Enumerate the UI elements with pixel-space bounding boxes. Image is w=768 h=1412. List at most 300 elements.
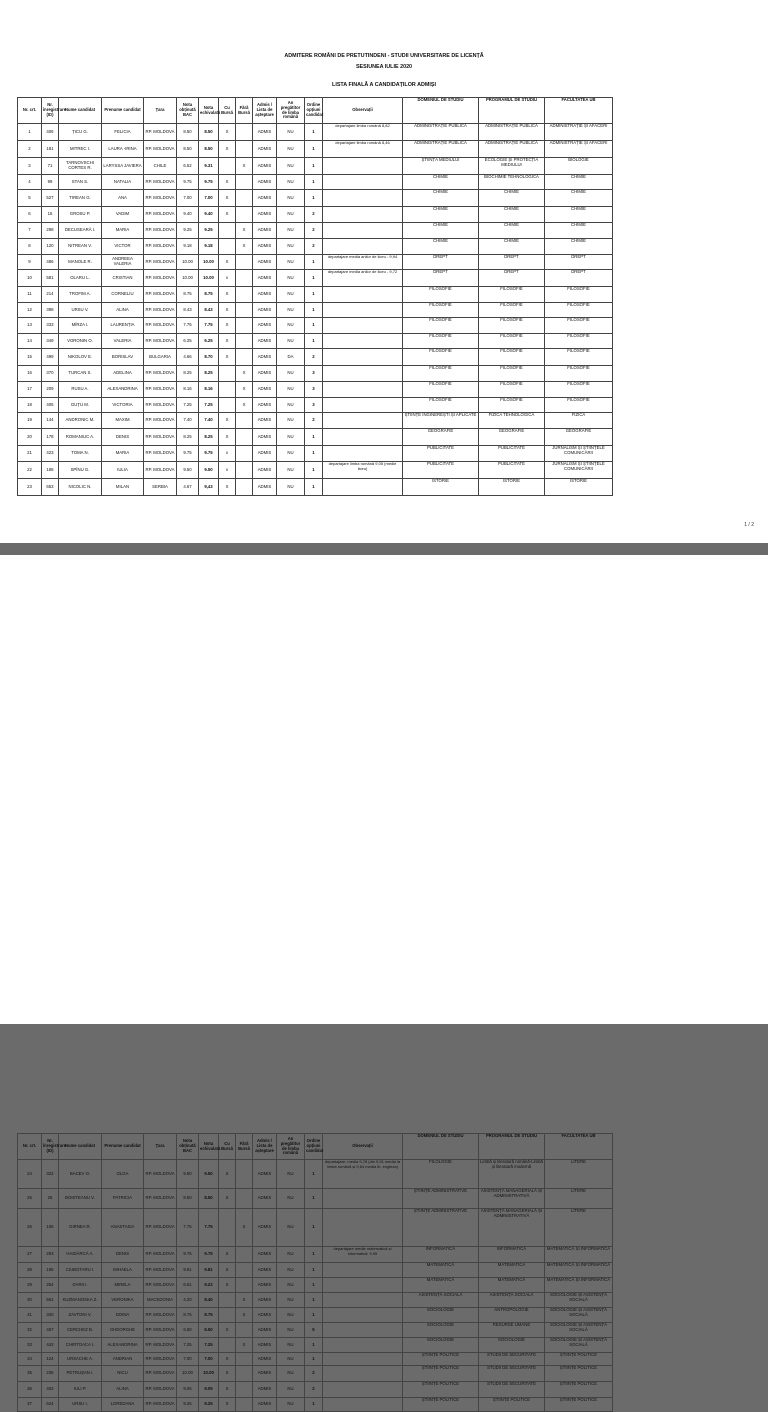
cell-tara: RP. MOLDOVA bbox=[144, 207, 177, 223]
table-header-row bbox=[18, 1134, 613, 1160]
cell-cu-bursa: X bbox=[219, 1278, 236, 1293]
column-header-observatii: Observații bbox=[323, 1134, 403, 1160]
table-row bbox=[18, 1398, 613, 1412]
column-header-nr-crt: Nr. crt. bbox=[18, 98, 42, 124]
cell-program: PUBLICITATE bbox=[479, 462, 545, 479]
cell-facultate: CHIMIE bbox=[545, 190, 613, 207]
cell-ordine-optiuni: 2 bbox=[305, 413, 323, 429]
cell-domeniu: ȘTIINȚE INGINEREȘTI ȘI APLICATE bbox=[403, 413, 479, 429]
cell-nr-crt: 13 bbox=[18, 318, 42, 334]
document-title: ADMITERE ROMÂNI DE PRETUTINDENI - STUDII UNIVERSITARE DE LICENȚĂ bbox=[284, 53, 484, 59]
cell-facultate: FILOSOFIE bbox=[545, 398, 613, 413]
cell-ordine-optiuni: 1 bbox=[305, 479, 323, 496]
cell-nr-crt: 17 bbox=[18, 382, 42, 398]
cell-nota-echivalata: 6.25 bbox=[199, 334, 219, 349]
cell-prenume: MILAN bbox=[102, 479, 144, 496]
table-row bbox=[18, 334, 613, 349]
admitted-candidates-table bbox=[17, 97, 613, 496]
cell-cu-bursa: X bbox=[219, 1366, 236, 1382]
cell-ordine-optiuni: 1 bbox=[305, 190, 323, 207]
column-header-facultate: FACULTATEA UB bbox=[545, 1134, 613, 1160]
column-header-tara: Țara bbox=[144, 98, 177, 124]
cell-nr-crt: 4 bbox=[18, 175, 42, 190]
cell-observatii bbox=[323, 318, 403, 334]
cell-ordine-optiuni: 1 bbox=[305, 1338, 323, 1353]
cell-prenume: PATRICIA bbox=[102, 1189, 144, 1209]
cell-id: 15 bbox=[42, 207, 59, 223]
cell-nume: BOISTEANU V. bbox=[59, 1189, 102, 1209]
cell-an-pregatitor: NU bbox=[277, 303, 305, 318]
cell-admis: ADMIS bbox=[253, 1189, 277, 1209]
table-row bbox=[18, 1293, 613, 1308]
column-header-domeniu: DOMENIUL DE STUDIU bbox=[403, 1134, 479, 1160]
cell-nr-crt: 14 bbox=[18, 334, 42, 349]
table-row bbox=[18, 1263, 613, 1278]
cell-prenume: VALERIA bbox=[102, 334, 144, 349]
cell-domeniu: GEOGRAFIE bbox=[403, 429, 479, 446]
cell-admis: ADMIS bbox=[253, 479, 277, 496]
cell-nota-echivalata: 8.25 bbox=[199, 429, 219, 446]
cell-ordine-optiuni: 3 bbox=[305, 398, 323, 413]
cell-ordine-optiuni: 1 bbox=[305, 334, 323, 349]
cell-prenume: DENIS bbox=[102, 1247, 144, 1263]
cell-nota-bac: 8.50 bbox=[177, 124, 199, 141]
cell-facultate: JURNALISM ȘI ȘTIINȚELE COMUNICĂRII bbox=[545, 446, 613, 462]
cell-program: FIZICA TEHNOLOGICĂ bbox=[479, 413, 545, 429]
cell-program: ANTROPOLOGIE bbox=[479, 1308, 545, 1323]
cell-ordine-optiuni: 1 bbox=[305, 158, 323, 175]
cell-cu-bursa bbox=[219, 366, 236, 382]
cell-an-pregatitor: NU bbox=[277, 270, 305, 287]
cell-tara: RP. MOLDOVA bbox=[144, 124, 177, 141]
cell-observatii bbox=[323, 190, 403, 207]
cell-nota-echivalata: 8.75 bbox=[199, 1308, 219, 1323]
table-row bbox=[18, 413, 613, 429]
cell-nume: DARII I. bbox=[59, 1278, 102, 1293]
cell-ordine-optiuni: 1 bbox=[305, 1263, 323, 1278]
table-row bbox=[18, 1323, 613, 1338]
cell-nr-crt: 26 bbox=[18, 1209, 42, 1247]
cell-cu-bursa: X bbox=[219, 303, 236, 318]
column-header-nota-bac: Nota obținută BAC bbox=[177, 1134, 199, 1160]
cell-tara: RP. MOLDOVA bbox=[144, 255, 177, 270]
column-header-fara-bursa: Fără Bursă bbox=[236, 98, 253, 124]
cell-nume: TROFIM A. bbox=[59, 287, 102, 303]
column-header-ordine-optiuni: Ordine opțiuni candidat bbox=[305, 1134, 323, 1160]
table-row bbox=[18, 1247, 613, 1263]
cell-nume: CIUBOTARU I. bbox=[59, 1263, 102, 1278]
cell-nota-bac: 9.75 bbox=[177, 1247, 199, 1263]
cell-observatii bbox=[323, 349, 403, 366]
cell-domeniu: ȘTIINȚA MEDIULUI bbox=[403, 158, 479, 175]
column-header-id: Nr. înregistrare (ID) bbox=[42, 1134, 59, 1160]
cell-nume: URSU V. bbox=[59, 303, 102, 318]
cell-prenume: MIHAELA bbox=[102, 1263, 144, 1278]
table-row bbox=[18, 429, 613, 446]
cell-nr-crt: 31 bbox=[18, 1308, 42, 1323]
cell-admis: ADMIS bbox=[253, 1278, 277, 1293]
cell-nume: CERCHEZ B. bbox=[59, 1323, 102, 1338]
cell-cu-bursa: x bbox=[219, 270, 236, 287]
cell-ordine-optiuni: 1 bbox=[305, 1278, 323, 1293]
cell-admis: ADMIS bbox=[253, 1382, 277, 1398]
cell-nota-echivalata: 9.81 bbox=[199, 1263, 219, 1278]
cell-domeniu: CHIMIE bbox=[403, 175, 479, 190]
table-row bbox=[18, 255, 613, 270]
cell-prenume: LAURENȚIA bbox=[102, 318, 144, 334]
table-row bbox=[18, 318, 613, 334]
column-header-prenume: Prenume candidat bbox=[102, 1134, 144, 1160]
cell-facultate: JURNALISM ȘI ȘTIINȚELE COMUNICĂRII bbox=[545, 462, 613, 479]
cell-facultate: ȘTIINȚE POLITICE bbox=[545, 1398, 613, 1412]
cell-domeniu: SOCIOLOGIE bbox=[403, 1338, 479, 1353]
cell-fara-bursa bbox=[236, 1382, 253, 1398]
cell-cu-bursa: x bbox=[219, 462, 236, 479]
cell-program: BIOCHIMIE TEHNOLOGICĂ bbox=[479, 175, 545, 190]
cell-nr-crt: 35 bbox=[18, 1366, 42, 1382]
cell-nota-bac: 8.50 bbox=[177, 141, 199, 158]
column-header-facultate: FACULTATEA UB bbox=[545, 98, 613, 124]
cell-nota-echivalata: 9.25 bbox=[199, 1398, 219, 1412]
cell-prenume: FELICIA bbox=[102, 124, 144, 141]
cell-nume: VORONIN O. bbox=[59, 334, 102, 349]
column-header-admis: Admis / Lista de așteptare bbox=[253, 1134, 277, 1160]
cell-nota-bac: 8.25 bbox=[177, 366, 199, 382]
cell-nota-bac: 4.66 bbox=[177, 349, 199, 366]
cell-prenume: VADIM bbox=[102, 207, 144, 223]
cell-cu-bursa bbox=[219, 223, 236, 239]
cell-nr-crt: 9 bbox=[18, 255, 42, 270]
cell-domeniu: ASISTENȚĂ SOCIALĂ bbox=[403, 1293, 479, 1308]
cell-nota-bac: 7.00 bbox=[177, 190, 199, 207]
cell-prenume: ANASTASIA bbox=[102, 1209, 144, 1247]
cell-program: SOCIOLOGIE bbox=[479, 1338, 545, 1353]
cell-nota-echivalata: 9.75 bbox=[199, 1247, 219, 1263]
cell-fara-bursa bbox=[236, 287, 253, 303]
cell-admis: ADMIS bbox=[253, 141, 277, 158]
cell-nume: MÎRZA I. bbox=[59, 318, 102, 334]
table-row bbox=[18, 270, 613, 287]
cell-id: 405 bbox=[42, 398, 59, 413]
cell-facultate: SOCIOLOGIE ȘI ASISTENȚĂ SOCIALĂ bbox=[545, 1308, 613, 1323]
cell-nume: KUZMANOSKA Z. bbox=[59, 1293, 102, 1308]
cell-nota-echivalata: 8.43 bbox=[199, 303, 219, 318]
cell-admis: ADMIS bbox=[253, 190, 277, 207]
cell-nume: ZAVTONI V. bbox=[59, 1308, 102, 1323]
cell-tara: BULGARIA bbox=[144, 349, 177, 366]
cell-tara: RP. MOLDOVA bbox=[144, 1323, 177, 1338]
cell-admis: ADMIS bbox=[253, 1308, 277, 1323]
cell-nota-echivalata: 9.31 bbox=[199, 158, 219, 175]
cell-nota-bac: 7.75 bbox=[177, 1209, 199, 1247]
cell-facultate: BIOLOGIE bbox=[545, 158, 613, 175]
cell-prenume: LARYSSA JAVIERA bbox=[102, 158, 144, 175]
cell-cu-bursa: X bbox=[219, 207, 236, 223]
cell-observatii bbox=[323, 1308, 403, 1323]
cell-nota-bac: 7.75 bbox=[177, 318, 199, 334]
cell-nota-echivalata: 8.50 bbox=[199, 124, 219, 141]
cell-id: 181 bbox=[42, 141, 59, 158]
cell-domeniu: ADMINISTRAȚIE PUBLICĂ bbox=[403, 124, 479, 141]
cell-fara-bursa: X bbox=[236, 158, 253, 175]
cell-fara-bursa: X bbox=[236, 1308, 253, 1323]
cell-nota-echivalata: 10.00 bbox=[199, 255, 219, 270]
cell-an-pregatitor: NU bbox=[277, 398, 305, 413]
cell-fara-bursa: X bbox=[236, 1209, 253, 1247]
cell-admis: ADMIS bbox=[253, 207, 277, 223]
table-row bbox=[18, 1209, 613, 1247]
cell-tara: RP. MOLDOVA bbox=[144, 141, 177, 158]
cell-observatii: departajare: media 9,78 (din 9,91 media la limba română și 9,64 media lb. engleza) bbox=[323, 1160, 403, 1189]
cell-nota-echivalata: 7.40 bbox=[199, 413, 219, 429]
cell-facultate: LITERE bbox=[545, 1209, 613, 1247]
cell-nota-echivalata: 10.00 bbox=[199, 270, 219, 287]
cell-program: RESURSE UMANE bbox=[479, 1323, 545, 1338]
cell-nota-bac: 9.18 bbox=[177, 239, 199, 255]
column-header-nume: Nume candidat bbox=[59, 98, 102, 124]
cell-program: FILOSOFIE bbox=[479, 366, 545, 382]
cell-nume: NITREAN V. bbox=[59, 239, 102, 255]
cell-program: CHIMIE bbox=[479, 223, 545, 239]
cell-id: 124 bbox=[42, 1353, 59, 1366]
cell-fara-bursa: X bbox=[236, 223, 253, 239]
cell-ordine-optiuni: 1 bbox=[305, 303, 323, 318]
cell-an-pregatitor: NU bbox=[277, 1160, 305, 1189]
cell-nr-crt: 34 bbox=[18, 1353, 42, 1366]
cell-facultate: DREPT bbox=[545, 255, 613, 270]
cell-fara-bursa bbox=[236, 1278, 253, 1293]
cell-observatii bbox=[323, 303, 403, 318]
cell-an-pregatitor: NU bbox=[277, 334, 305, 349]
cell-nota-bac: 8.50 bbox=[177, 1189, 199, 1209]
cell-cu-bursa: X bbox=[219, 1263, 236, 1278]
cell-nota-bac: 6.25 bbox=[177, 334, 199, 349]
cell-nr-crt: 12 bbox=[18, 303, 42, 318]
cell-facultate: ADMINISTRAȚIE ȘI AFACERI bbox=[545, 124, 613, 141]
cell-program: PUBLICITATE bbox=[479, 446, 545, 462]
cell-nota-bac: 7.40 bbox=[177, 413, 199, 429]
table-row bbox=[18, 446, 613, 462]
cell-id: 322 bbox=[42, 1160, 59, 1189]
cell-nr-crt: 10 bbox=[18, 270, 42, 287]
cell-ordine-optiuni: 1 bbox=[305, 1353, 323, 1366]
cell-an-pregatitor: NU bbox=[277, 1308, 305, 1323]
cell-tara: RP. MOLDOVA bbox=[144, 190, 177, 207]
cell-program: ECOLOGIE ȘI PROTECȚIA MEDIULUI bbox=[479, 158, 545, 175]
cell-nr-crt: 36 bbox=[18, 1382, 42, 1398]
cell-nume: MITREC I. bbox=[59, 141, 102, 158]
cell-nr-crt: 29 bbox=[18, 1278, 42, 1293]
table-row bbox=[18, 1366, 613, 1382]
cell-domeniu: FILOSOFIE bbox=[403, 366, 479, 382]
cell-nota-bac: 9.81 bbox=[177, 1263, 199, 1278]
cell-id: 195 bbox=[42, 1263, 59, 1278]
cell-domeniu: CHIMIE bbox=[403, 239, 479, 255]
cell-tara: RP. MOLDOVA bbox=[144, 1247, 177, 1263]
cell-fara-bursa bbox=[236, 175, 253, 190]
column-header-cu-bursa: Cu Bursă bbox=[219, 1134, 236, 1160]
cell-ordine-optiuni: 1 bbox=[305, 462, 323, 479]
cell-an-pregatitor: NU bbox=[277, 1323, 305, 1338]
cell-program: FILOSOFIE bbox=[479, 349, 545, 366]
cell-fara-bursa bbox=[236, 334, 253, 349]
table-row bbox=[18, 190, 613, 207]
cell-nr-crt: 18 bbox=[18, 398, 42, 413]
cell-nota-bac: 8.75 bbox=[177, 1308, 199, 1323]
cell-id: 25 bbox=[42, 1189, 59, 1209]
cell-domeniu: SOCIOLOGIE bbox=[403, 1323, 479, 1338]
cell-program: MATEMATICĂ bbox=[479, 1263, 545, 1278]
cell-fara-bursa bbox=[236, 349, 253, 366]
cell-nume: URSACHE A. bbox=[59, 1353, 102, 1366]
cell-fara-bursa bbox=[236, 462, 253, 479]
cell-prenume: ADELINA bbox=[102, 366, 144, 382]
cell-fara-bursa bbox=[236, 270, 253, 287]
cell-id: 71 bbox=[42, 158, 59, 175]
cell-facultate: ISTORIE bbox=[545, 479, 613, 496]
cell-nume: ȚICU G. bbox=[59, 124, 102, 141]
cell-an-pregatitor: NU bbox=[277, 207, 305, 223]
column-header-nota-bac: Nota obținută BAC bbox=[177, 98, 199, 124]
cell-ordine-optiuni: 3 bbox=[305, 382, 323, 398]
cell-nume: CHIRTOACA I. bbox=[59, 1338, 102, 1353]
cell-domeniu: ȘTIINȚE POLITICE bbox=[403, 1398, 479, 1412]
cell-admis: ADMIS bbox=[253, 334, 277, 349]
cell-admis: ADMIS bbox=[253, 1398, 277, 1412]
cell-cu-bursa bbox=[219, 1338, 236, 1353]
cell-tara: RP. MOLDOVA bbox=[144, 1338, 177, 1353]
cell-cu-bursa: X bbox=[219, 1189, 236, 1209]
cell-tara: RP. MOLDOVA bbox=[144, 1353, 177, 1366]
cell-cu-bursa: X bbox=[219, 255, 236, 270]
cell-domeniu: FILOSOFIE bbox=[403, 334, 479, 349]
cell-nota-echivalata: 9.18 bbox=[199, 239, 219, 255]
cell-nume: ANDRONIC M. bbox=[59, 413, 102, 429]
cell-tara: RP. MOLDOVA bbox=[144, 462, 177, 479]
cell-nota-bac: 7.25 bbox=[177, 1338, 199, 1353]
cell-cu-bursa: X bbox=[219, 190, 236, 207]
cell-an-pregatitor: NU bbox=[277, 1247, 305, 1263]
cell-prenume: ANA bbox=[102, 190, 144, 207]
column-header-an-pregatitor: An pregătitor de limba română bbox=[277, 1134, 305, 1160]
column-header-cu-bursa: Cu Bursă bbox=[219, 98, 236, 124]
cell-facultate: ȘTIINȚE POLITICE bbox=[545, 1366, 613, 1382]
cell-observatii bbox=[323, 479, 403, 496]
cell-fara-bursa bbox=[236, 207, 253, 223]
table-row bbox=[18, 1353, 613, 1366]
cell-fara-bursa: X bbox=[236, 1293, 253, 1308]
table-row bbox=[18, 141, 613, 158]
cell-nota-bac: 7.00 bbox=[177, 1353, 199, 1366]
cell-domeniu: ȘTIINȚE POLITICE bbox=[403, 1382, 479, 1398]
cell-prenume: CRISTIAN bbox=[102, 270, 144, 287]
cell-fara-bursa bbox=[236, 1353, 253, 1366]
cell-admis: ADMIS bbox=[253, 175, 277, 190]
cell-ordine-optiuni: 1 bbox=[305, 287, 323, 303]
cell-ordine-optiuni: 1 bbox=[305, 124, 323, 141]
cell-admis: ADMIS bbox=[253, 287, 277, 303]
cell-facultate: SOCIOLOGIE ȘI ASISTENȚĂ SOCIALĂ bbox=[545, 1293, 613, 1308]
cell-ordine-optiuni: 1 bbox=[305, 446, 323, 462]
cell-nota-bac: 9.40 bbox=[177, 207, 199, 223]
column-header-nota-echivalata: Nota echivalată bbox=[199, 1134, 219, 1160]
cell-nota-echivalata: 9.75 bbox=[199, 446, 219, 462]
cell-nota-echivalata: 8.75 bbox=[199, 287, 219, 303]
cell-cu-bursa bbox=[219, 1293, 236, 1308]
cell-program: ASISTENȚĂ SOCIALĂ bbox=[479, 1293, 545, 1308]
cell-nota-bac: 4.67 bbox=[177, 479, 199, 496]
cell-fara-bursa bbox=[236, 124, 253, 141]
cell-cu-bursa: X bbox=[219, 287, 236, 303]
admitted-candidates-table-continued bbox=[17, 1133, 613, 1412]
column-header-prenume: Prenume candidat bbox=[102, 98, 144, 124]
cell-nr-crt: 7 bbox=[18, 223, 42, 239]
cell-observatii: departajare medie matematică și informatică: 9.95 bbox=[323, 1247, 403, 1263]
cell-nume: GROSU P. bbox=[59, 207, 102, 223]
cell-fara-bursa bbox=[236, 1323, 253, 1338]
cell-cu-bursa bbox=[219, 158, 236, 175]
cell-id: 209 bbox=[42, 382, 59, 398]
cell-nume: STAN S. bbox=[59, 175, 102, 190]
cell-nota-echivalata: 9.75 bbox=[199, 175, 219, 190]
cell-fara-bursa bbox=[236, 318, 253, 334]
cell-admis: ADMIS bbox=[253, 462, 277, 479]
cell-facultate: CHIMIE bbox=[545, 207, 613, 223]
cell-id: 106 bbox=[42, 1209, 59, 1247]
cell-an-pregatitor: NU bbox=[277, 1293, 305, 1308]
cell-nume: TIREAN G. bbox=[59, 190, 102, 207]
cell-nota-bac: 10.00 bbox=[177, 1366, 199, 1382]
cell-cu-bursa: X bbox=[219, 334, 236, 349]
cell-domeniu: DREPT bbox=[403, 255, 479, 270]
cell-nr-crt: 16 bbox=[18, 366, 42, 382]
cell-nume: DECUSEARĂ I. bbox=[59, 223, 102, 239]
cell-program: Limbă și literatură română-Limbă și literatură modernă bbox=[479, 1160, 545, 1189]
cell-domeniu: ȘTIINȚE ADMINISTRATIVE bbox=[403, 1209, 479, 1247]
cell-nota-echivalata: 9.05 bbox=[199, 1382, 219, 1398]
cell-facultate: FIZICĂ bbox=[545, 413, 613, 429]
cell-observatii bbox=[323, 429, 403, 446]
cell-nota-bac: 8.43 bbox=[177, 303, 199, 318]
cell-id: 99 bbox=[42, 175, 59, 190]
cell-prenume: GHEORGHE bbox=[102, 1323, 144, 1338]
cell-ordine-optiuni: 5 bbox=[305, 1323, 323, 1338]
cell-program: ADMINISTRAȚIE PUBLICĂ bbox=[479, 141, 545, 158]
cell-fara-bursa bbox=[236, 1247, 253, 1263]
cell-nr-crt: 15 bbox=[18, 349, 42, 366]
cell-ordine-optiuni: 2 bbox=[305, 349, 323, 366]
cell-an-pregatitor: DA bbox=[277, 349, 305, 366]
cell-admis: ADMIS bbox=[253, 366, 277, 382]
cell-program: CHIMIE bbox=[479, 190, 545, 207]
cell-nota-echivalata: 7.75 bbox=[199, 1209, 219, 1247]
cell-ordine-optiuni: 1 bbox=[305, 1293, 323, 1308]
cell-an-pregatitor: NU bbox=[277, 1382, 305, 1398]
cell-nr-crt: 1 bbox=[18, 124, 42, 141]
cell-an-pregatitor: NU bbox=[277, 141, 305, 158]
cell-nr-crt: 20 bbox=[18, 429, 42, 446]
cell-cu-bursa: X bbox=[219, 1398, 236, 1412]
cell-facultate: LITERE bbox=[545, 1160, 613, 1189]
cell-an-pregatitor: NU bbox=[277, 382, 305, 398]
cell-ordine-optiuni: 2 bbox=[305, 1366, 323, 1382]
table-row bbox=[18, 1160, 613, 1189]
cell-nr-crt: 21 bbox=[18, 446, 42, 462]
cell-id: 499 bbox=[42, 349, 59, 366]
cell-prenume: MARIA bbox=[102, 446, 144, 462]
cell-facultate: LITERE bbox=[545, 1189, 613, 1209]
cell-ordine-optiuni: 1 bbox=[305, 429, 323, 446]
